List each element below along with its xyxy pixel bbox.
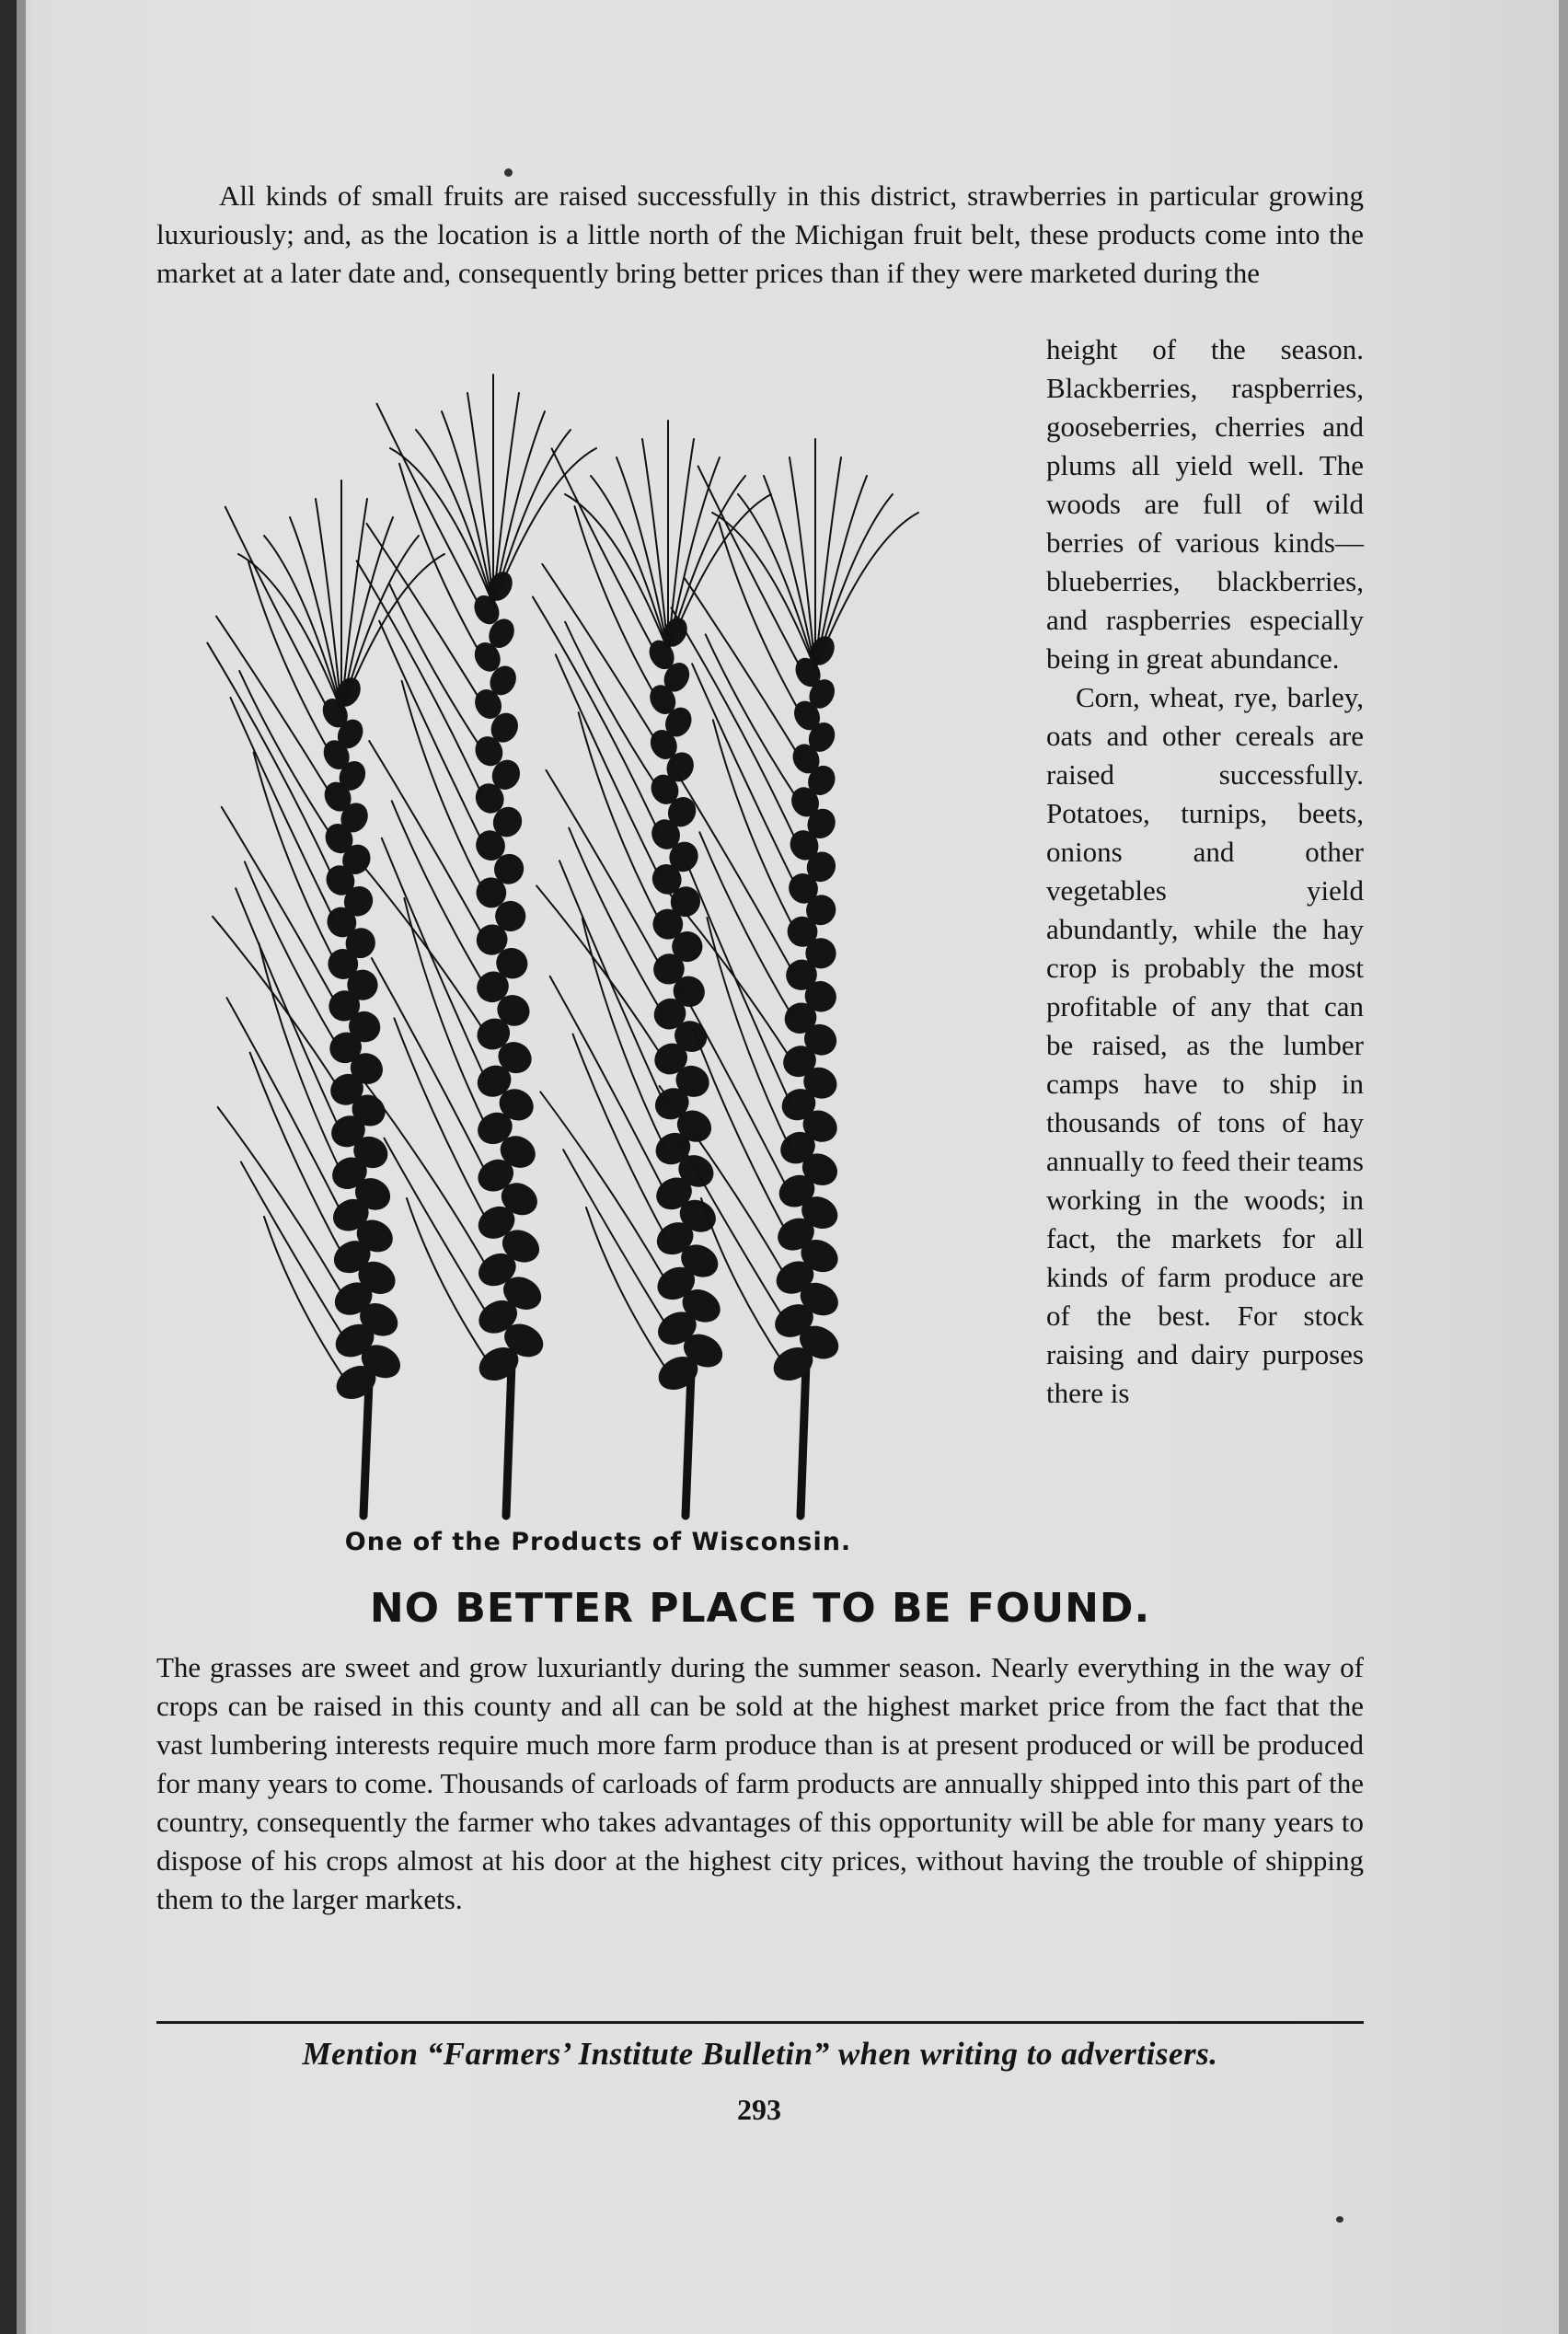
wheat-awn	[699, 832, 793, 1018]
wheat-awn	[372, 958, 488, 1175]
wheat-awn	[389, 584, 483, 751]
wheat-stem	[506, 1364, 512, 1516]
wheat-awn	[250, 1053, 344, 1257]
wheat-awn	[226, 998, 342, 1215]
bottom-paragraph	[156, 1648, 1364, 1919]
page-edge-gutter	[17, 0, 26, 2334]
wheat-awn	[359, 861, 486, 1034]
page-edge-right	[1559, 0, 1568, 2334]
wheat-awn	[264, 1217, 347, 1382]
wheat-awn	[357, 560, 484, 798]
print-speck	[504, 168, 513, 177]
bottom-paragraph-text: The grasses are sweet and grow luxuriantly during the summer season. Nearly everything in the way of crops can be raised in this county and all can be sold at the highest market price from the fact that the vast lumbering interests require much more farm produce than is at present produced or will be produced for many years to come. Thousands of carloads of farm products are annually shipped into this part of the country, consequently the farmer who takes advantages of this opportunity will be able for many years to dispose of his crops almost at his door at the highest city prices, without having the trouble of shipping them to the larger markets.	[156, 1651, 1364, 1915]
section-headline: NO BETTER PLACE TO BE FOUND.	[369, 1585, 1151, 1632]
top-paragraph	[156, 177, 1364, 293]
right-column-paragraph-2: Corn, wheat, rye, barley, oats and other cereals are raised successfully. Potatoes, turnips, beets, onions and other vegetables yield abundantly, while the hay crop is probably the most profitable of any that can be raised, as the lumber camps have to ship in thousands of tons of hay annually to feed their teams working in the woods; in fact, the markets for all kinds of farm produce are of the best. For stock raising and dairy purposes there is	[1046, 681, 1364, 1409]
wheat-awn	[369, 741, 485, 940]
wheat-awn	[586, 1207, 669, 1373]
page-edge-shadow	[0, 0, 17, 2334]
footer-rule	[156, 2021, 1364, 2024]
wheat-awn	[236, 888, 340, 1131]
wheat-illustration	[152, 342, 1035, 1539]
right-column	[1046, 330, 1364, 1413]
wheat-awn	[617, 457, 668, 651]
wheat-awn	[574, 506, 657, 699]
wheat-stem	[363, 1382, 369, 1516]
wheat-awn	[442, 411, 493, 605]
wheat-awn	[764, 476, 815, 669]
advertiser-notice: Mention “Farmers’ Institute Bulletin” when writing to advertisers.	[302, 2036, 1218, 2072]
wheat-awn	[563, 1150, 668, 1328]
illustration-caption: One of the Products of Wisconsin.	[344, 1528, 852, 1556]
wheat-awn	[698, 466, 803, 672]
top-paragraph-text: All kinds of small fruits are raised successfully in this district, strawberries in particular growing luxuriously; and, as the location is a little north of the Michigan fruit belt, these products come into the market at a later date and, consequently bring better prices than if they were marketed during the	[156, 179, 1364, 289]
right-column-paragraph-1: height of the season. Blackberries, raspberries, gooseberries, cherries and plums all yield well. The woods are full of wild berries of various kinds—blueberries, blackberries, and raspberries especially being in great abundance.	[1046, 333, 1364, 675]
wheat-awn	[379, 621, 484, 846]
wheat-awn	[579, 712, 662, 924]
wheat-awn	[692, 664, 797, 888]
wheat-awn	[713, 720, 796, 931]
wheat-awn	[552, 448, 657, 654]
wheat-awn	[376, 404, 481, 610]
wheat-awn	[407, 1198, 490, 1364]
wheat-awn	[536, 885, 663, 1058]
print-speck	[1336, 2216, 1343, 2223]
wheat-awn	[213, 917, 340, 1090]
wheat-awn	[207, 643, 334, 881]
wheat-awn	[218, 1107, 345, 1299]
wheat-stem	[686, 1373, 691, 1516]
wheat-awn	[290, 517, 341, 711]
wheat-awn	[230, 698, 335, 922]
wheat-stem	[801, 1364, 806, 1516]
wheat-awn	[402, 681, 485, 893]
wheat-awn	[384, 1138, 489, 1317]
page-number: 293	[737, 2093, 781, 2126]
wheat-awn	[706, 634, 800, 802]
wheat-awn	[367, 524, 483, 704]
wheat-awn	[225, 507, 330, 713]
wheat-awn	[392, 801, 486, 987]
